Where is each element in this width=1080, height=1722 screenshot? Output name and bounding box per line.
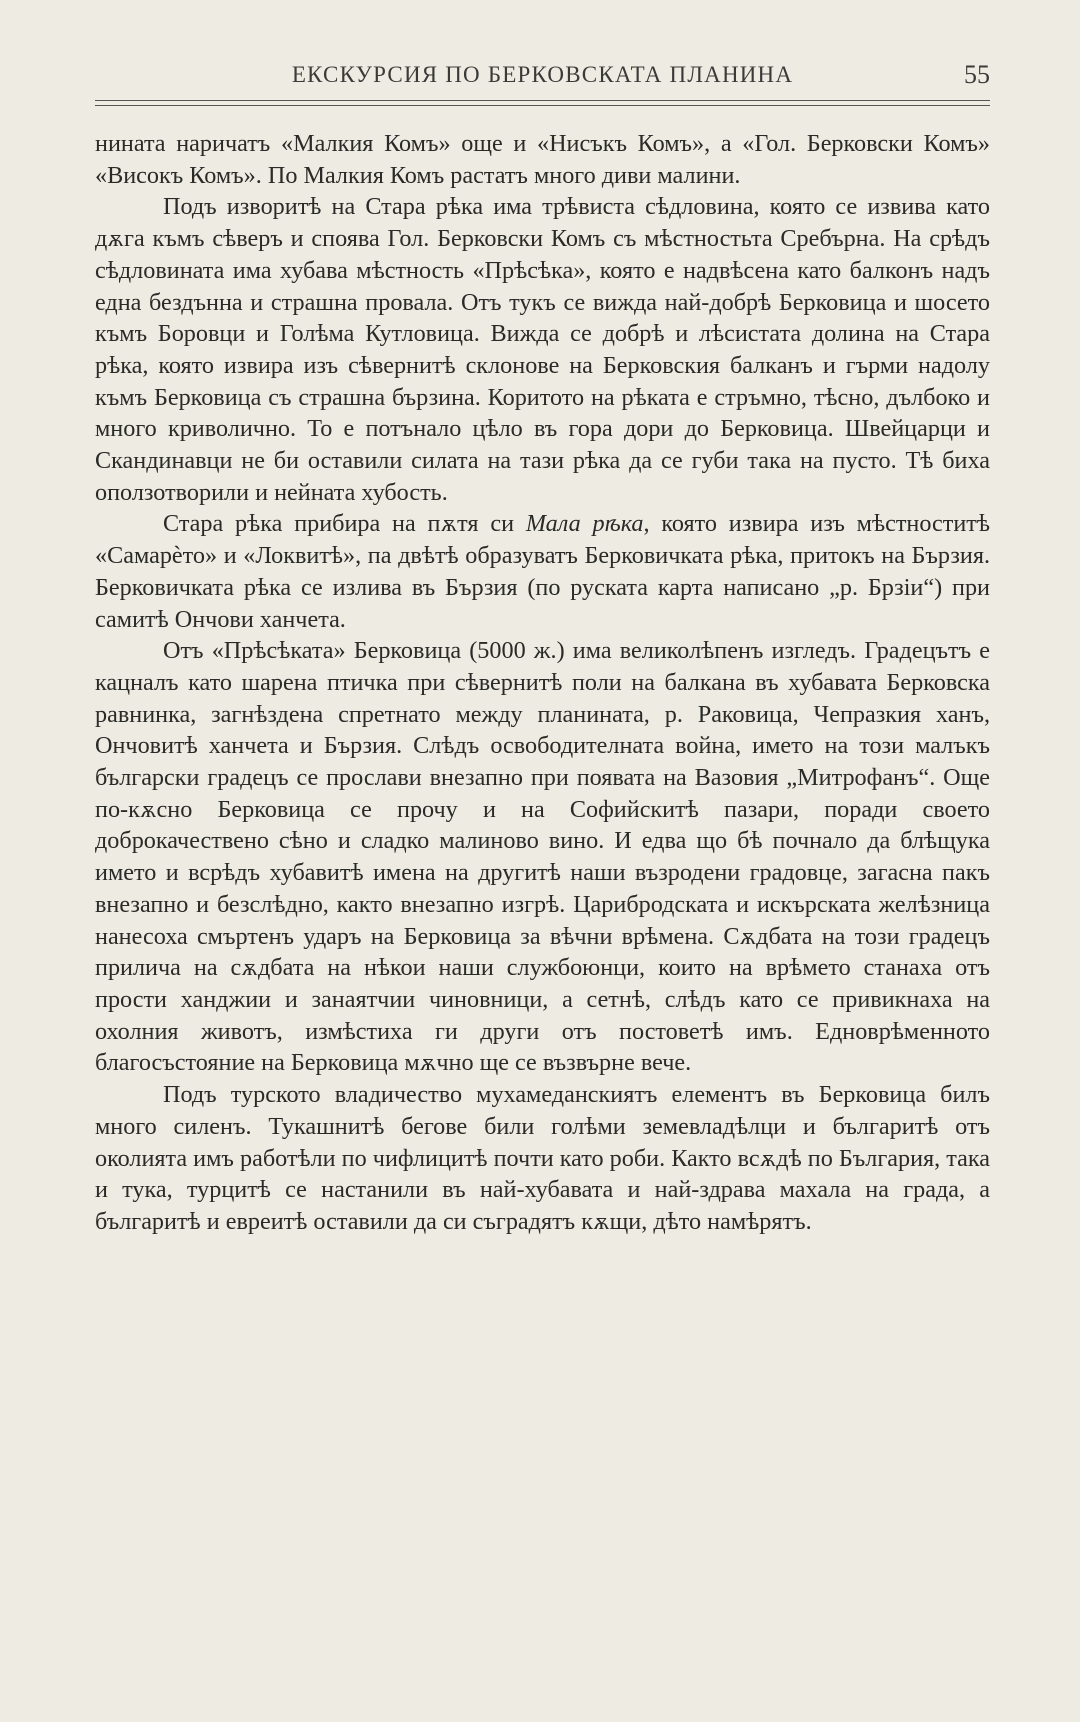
mala-reka-italic: Мала рѣка <box>525 510 644 538</box>
running-head-title: ЕКСКУРСИЯ ПО БЕРКОВСКАТА ПЛАНИНА <box>291 62 794 87</box>
paragraph-mala-reka <box>95 508 990 635</box>
paragraph-mala-reka-after: , която извира изъ мѣстноститѣ «Самарѐто» и «Локвитѣ», па двѣтѣ образуватъ Берковичката рѣка, притокъ на Бързия. Берковичката рѣка се излива въ Бързия (по руската карта написано „р. Брзiи“) при самитѣ Ончови ханчета. <box>95 510 991 633</box>
header-rule-top <box>95 100 990 101</box>
page-number: 55 <box>964 60 990 89</box>
body-text <box>95 128 990 1238</box>
paragraph-mala-reka-before: Стара рѣка прибира на пѫтя си <box>163 510 526 538</box>
header-rule-bottom <box>95 105 990 106</box>
paragraph-berkovica-view: Отъ «Прѣсѣката» Берковица (5000 ж.) има великолѣпенъ изгледъ. Градецътъ е кацналъ като шарена птичка при сѣвернитѣ поли на балкана въ хубавата Берковска равнинка, загнѣздена спретнато между планината, р. Раковица, Чепразкия ханъ, Ончовитѣ ханчета и Бързия. Слѣдъ освободителната война, името на този малъкъ български градецъ се прослави внезапно при появата на Вазовия „Митрофанъ“. Още по-кѫсно Берковица се прочу и на Софийскитѣ пазари, поради своето доброкачествено сѣно и сладко малиново вино. И едва що бѣ почнало да блѣщука името и всрѣдъ хубавитѣ имена на другитѣ наши възродени градовце, загасна пакъ внезапно и безслѣдно, както внезапно изгрѣ. Царибродската и искърската желѣзница нанесоха смъртенъ ударъ на Берковица за вѣчни врѣмена. Сѫдбата на този градецъ прилича на сѫдбата на нѣкои наши службоюнци, които на врѣмето станаха отъ прости ханджии и занаятчии чиновници, а сетнѣ, слѣдъ като се привикнаха на охолния животъ, измѣстиха ги други отъ постоветѣ имъ. Едноврѣменното благосъстояние на Берковица мѫчно ще се възвърне вече. <box>95 637 990 1077</box>
paragraph-continuation: нината наричатъ «Малкия Комъ» още и «Нисъкъ Комъ», а «Гол. Берковски Комъ» «Високъ Комъ». По Малкия Комъ растатъ много диви малини. <box>95 130 990 189</box>
running-head <box>95 60 990 100</box>
paragraph-sedlovina: Подъ изворитѣ на Стара рѣка има трѣвиста сѣдловина, която се извива като дѫга къмъ сѣверъ и споява Гол. Берковски Комъ съ мѣстностьта Сребърна. На срѣдъ сѣдловината има хубава мѣстность «Прѣсѣка», която е надвѣсена като балконъ надъ една бездънна и страшна провала. Отъ тукъ се вижда най-добрѣ Берковица и шосето къмъ Боровци и Голѣма Кутловица. Вижда се добрѣ и лѣсистата долина на Стара рѣка, която извира изъ сѣвернитѣ склонове на Берковския балканъ и гърми надолу къмъ Берковица съ страшна бързина. Коритото на рѣката е стръмно, тѣсно, дълбоко и много криволично. То е потънало цѣло въ гора дори до Берковица. Швейцарци и Скандинавци не би оставили силата на тази рѣка да се губи така на пусто. Тѣ биха оползотворили и нейната хубость. <box>95 193 990 506</box>
paragraph-turkish-rule: Подъ турското владичество мухамеданскиятъ елементъ въ Берковица билъ много силенъ. Тукашнитѣ бегове били голѣми земевладѣлци и българитѣ отъ околията имъ работѣли по чифлицитѣ почти като роби. Както всѫдѣ по България, така и тука, турцитѣ се настанили въ най-хубавата и най-здрава махала на града, а българитѣ и евреитѣ оставили да си съградятъ кѫщи, дѣто намѣрятъ. <box>95 1081 990 1235</box>
